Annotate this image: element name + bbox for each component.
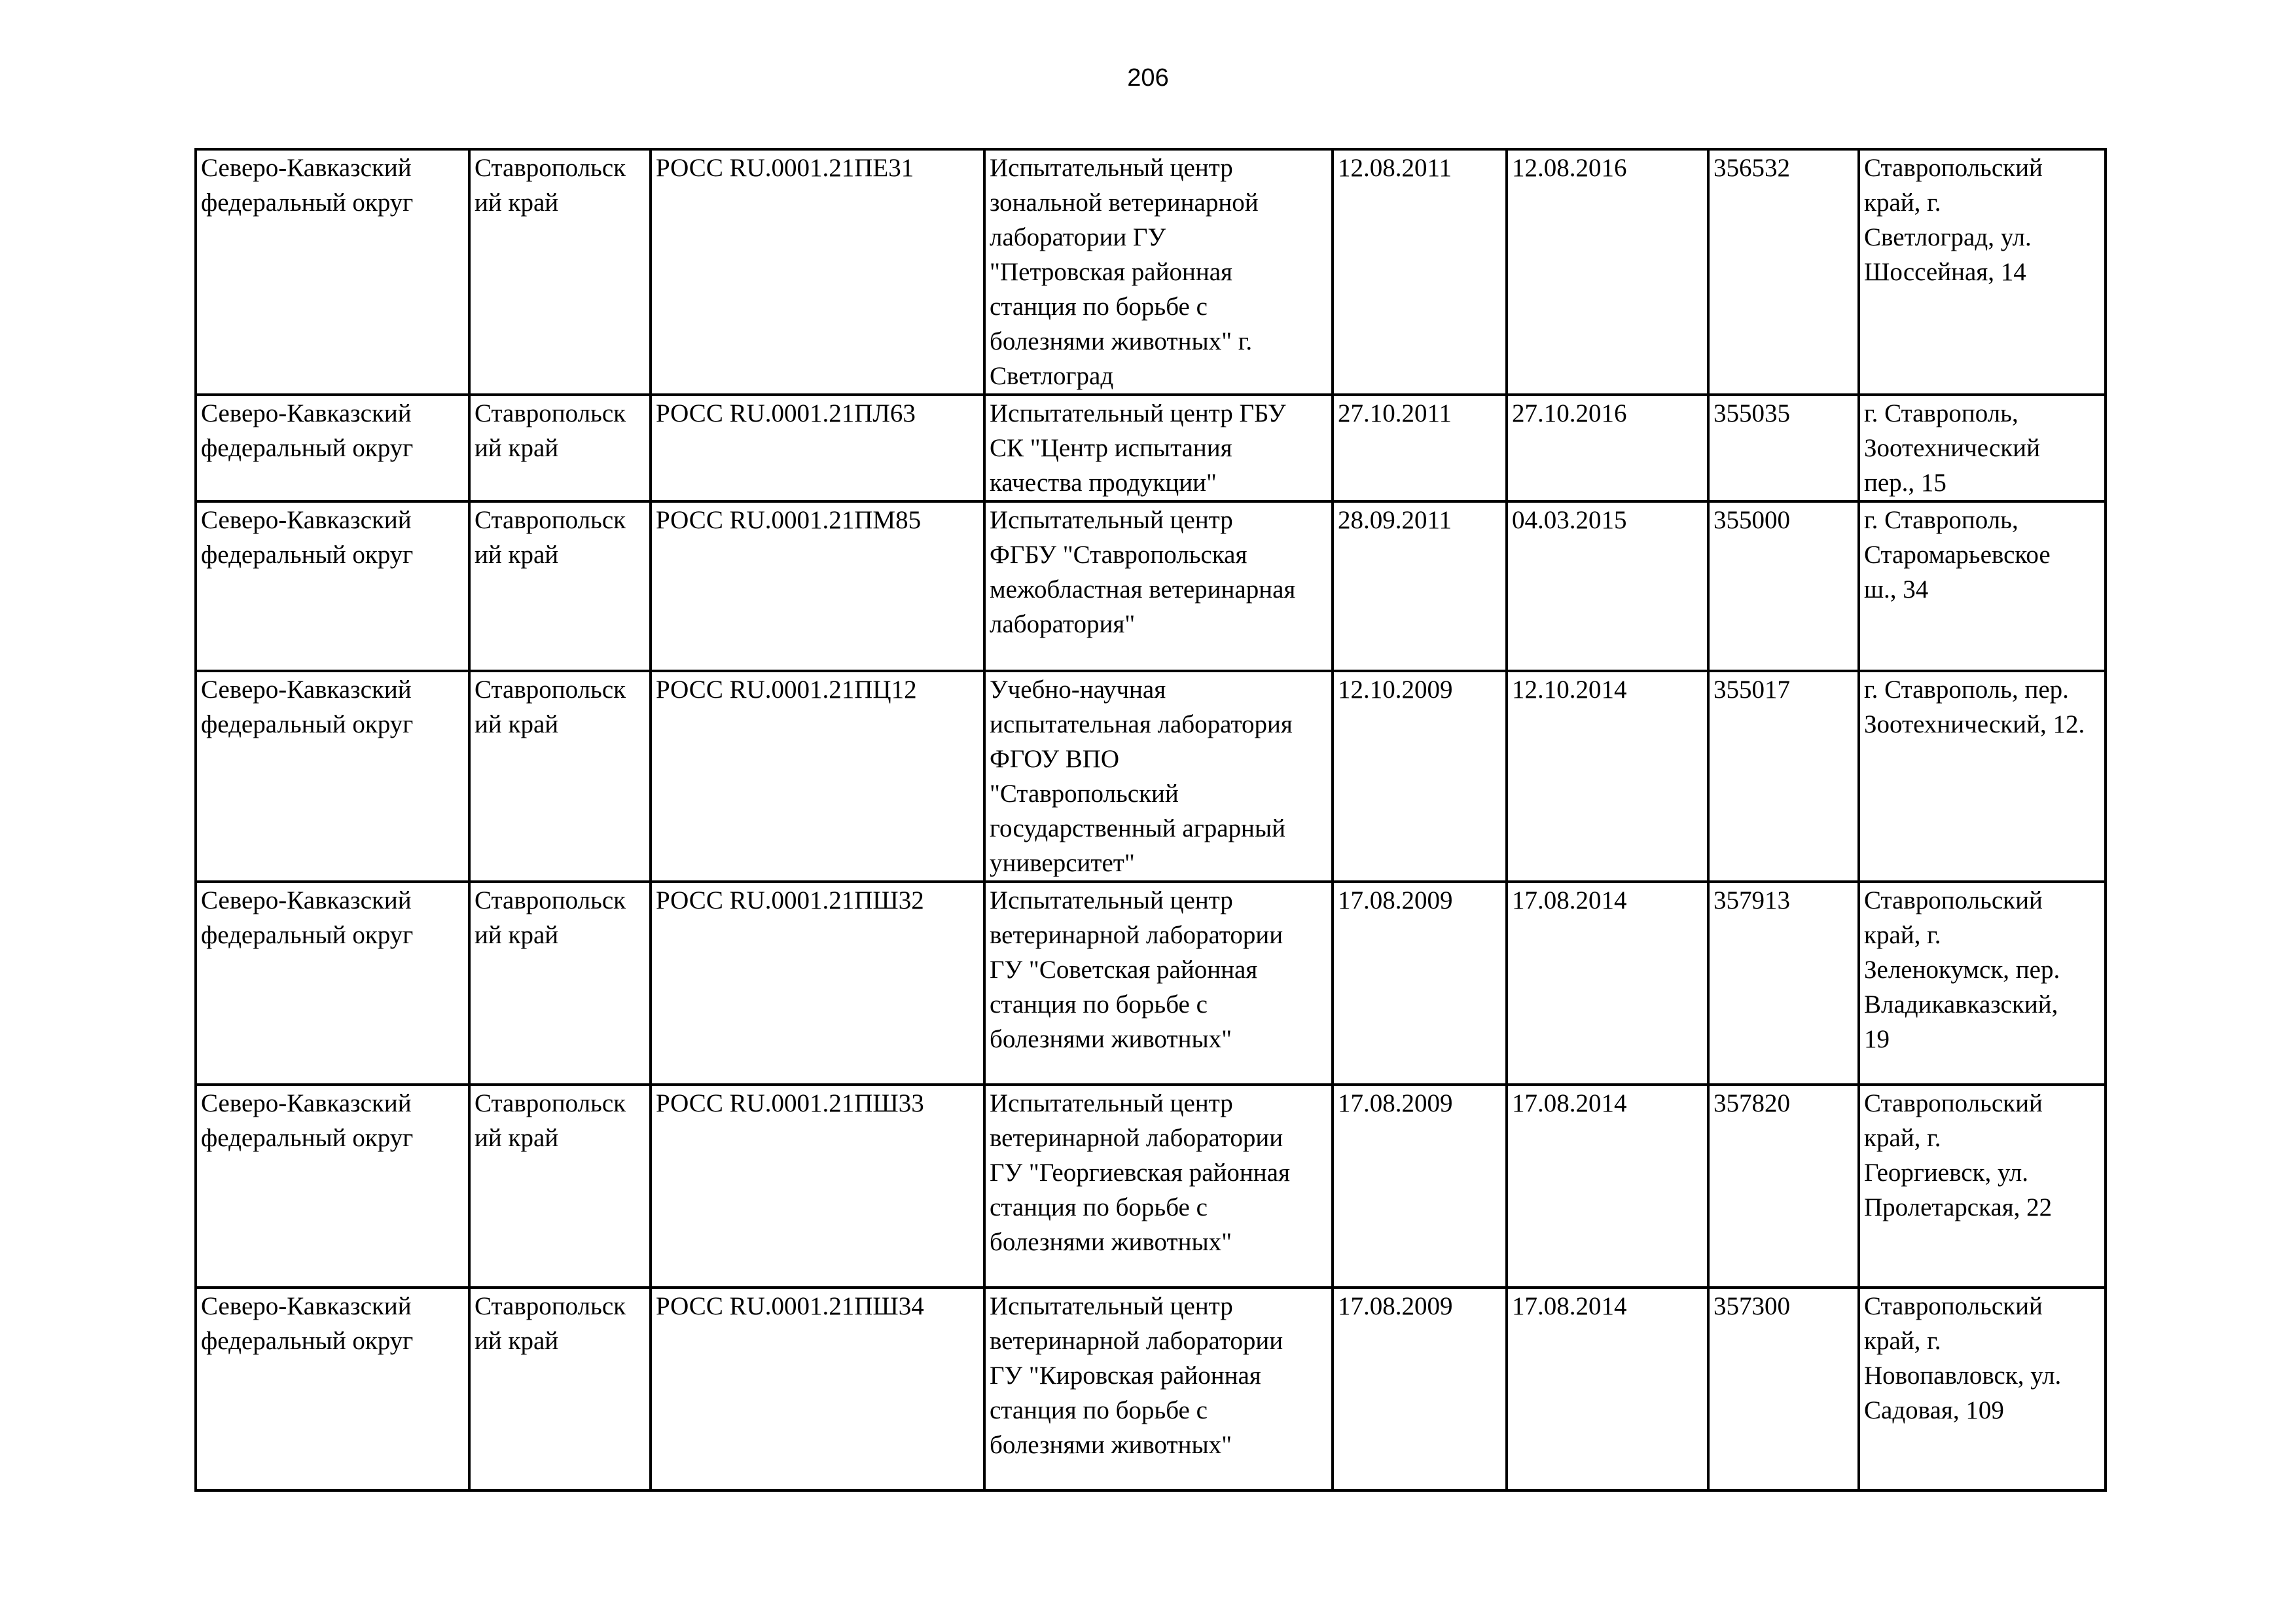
- district-cell: Северо-Кавказский федеральный округ: [196, 671, 469, 882]
- region-cell: Ставропольск ий край: [469, 671, 651, 882]
- date-issued-cell: 17.08.2009: [1333, 1085, 1507, 1288]
- accreditation-number-cell: РОСС RU.0001.21ПШ33: [651, 1085, 984, 1288]
- accreditation-number-cell: РОСС RU.0001.21ПЦ12: [651, 671, 984, 882]
- postal-code-cell: 357913: [1708, 882, 1859, 1085]
- table-row: [196, 501, 2106, 671]
- district-cell: Северо-Кавказский федеральный округ: [196, 1085, 469, 1288]
- postal-code-cell: 355000: [1708, 501, 1859, 671]
- address-cell: Ставропольский край, г. Новопавловск, ул. Садовая, 109: [1859, 1288, 2106, 1490]
- accreditation-number-cell: РОСС RU.0001.21ПЛ63: [651, 395, 984, 501]
- table-row: [196, 1085, 2106, 1288]
- page-number: 206: [1127, 64, 1169, 92]
- address-cell: Ставропольский край, г. Светлоград, ул. Шоссейная, 14: [1859, 149, 2106, 395]
- accreditation-number-cell: РОСС RU.0001.21ПЕ31: [651, 149, 984, 395]
- accreditation-number-cell: РОСС RU.0001.21ПШ34: [651, 1288, 984, 1490]
- region-cell: Ставропольск ий край: [469, 501, 651, 671]
- date-issued-cell: 17.08.2009: [1333, 1288, 1507, 1490]
- accreditation-number-cell: РОСС RU.0001.21ПШ32: [651, 882, 984, 1085]
- address-cell: Ставропольский край, г. Зеленокумск, пер. Владикавказский, 19: [1859, 882, 2106, 1085]
- postal-code-cell: 357300: [1708, 1288, 1859, 1490]
- address-cell: г. Ставрополь, пер. Зоотехнический, 12.: [1859, 671, 2106, 882]
- district-cell: Северо-Кавказский федеральный округ: [196, 501, 469, 671]
- postal-code-cell: 355035: [1708, 395, 1859, 501]
- region-cell: Ставропольск ий край: [469, 395, 651, 501]
- postal-code-cell: 357820: [1708, 1085, 1859, 1288]
- date-valid-until-cell: 17.08.2014: [1507, 882, 1708, 1085]
- organization-cell: Испытательный центр зональной ветеринарной лаборатории ГУ "Петровская районная станция по борьбе с болезнями животных" г. Светлоград: [984, 149, 1333, 395]
- organization-cell: Учебно-научная испытательная лаборатория ФГОУ ВПО "Ставропольский государственный аграрный университет": [984, 671, 1333, 882]
- address-cell: Ставропольский край, г. Георгиевск, ул. Пролетарская, 22: [1859, 1085, 2106, 1288]
- date-valid-until-cell: 04.03.2015: [1507, 501, 1708, 671]
- organization-cell: Испытательный центр ветеринарной лаборатории ГУ "Советская районная станция по борьбе с болезнями животных": [984, 882, 1333, 1085]
- date-valid-until-cell: 12.10.2014: [1507, 671, 1708, 882]
- date-issued-cell: 28.09.2011: [1333, 501, 1507, 671]
- table-row: [196, 882, 2106, 1085]
- address-cell: г. Ставрополь, Зоотехнический пер., 15: [1859, 395, 2106, 501]
- date-issued-cell: 12.10.2009: [1333, 671, 1507, 882]
- table-row: [196, 671, 2106, 882]
- district-cell: Северо-Кавказский федеральный округ: [196, 149, 469, 395]
- date-valid-until-cell: 17.08.2014: [1507, 1085, 1708, 1288]
- accreditation-number-cell: РОСС RU.0001.21ПМ85: [651, 501, 984, 671]
- table-row: [196, 1288, 2106, 1490]
- table-row: [196, 149, 2106, 395]
- organization-cell: Испытательный центр ГБУ СК "Центр испытания качества продукции": [984, 395, 1333, 501]
- date-issued-cell: 12.08.2011: [1333, 149, 1507, 395]
- date-issued-cell: 17.08.2009: [1333, 882, 1507, 1085]
- region-cell: Ставропольск ий край: [469, 1288, 651, 1490]
- district-cell: Северо-Кавказский федеральный округ: [196, 1288, 469, 1490]
- organization-cell: Испытательный центр ветеринарной лаборатории ГУ "Кировская районная станция по борьбе с болезнями животных": [984, 1288, 1333, 1490]
- region-cell: Ставропольск ий край: [469, 149, 651, 395]
- postal-code-cell: 355017: [1708, 671, 1859, 882]
- district-cell: Северо-Кавказский федеральный округ: [196, 882, 469, 1085]
- date-valid-until-cell: 27.10.2016: [1507, 395, 1708, 501]
- district-cell: Северо-Кавказский федеральный округ: [196, 395, 469, 501]
- laboratory-registry-table: [194, 148, 2107, 1492]
- date-valid-until-cell: 12.08.2016: [1507, 149, 1708, 395]
- region-cell: Ставропольск ий край: [469, 1085, 651, 1288]
- postal-code-cell: 356532: [1708, 149, 1859, 395]
- organization-cell: Испытательный центр ветеринарной лаборатории ГУ "Георгиевская районная станция по борьбе с болезнями животных": [984, 1085, 1333, 1288]
- organization-cell: Испытательный центр ФГБУ "Ставропольская межобластная ветеринарная лаборатория": [984, 501, 1333, 671]
- date-valid-until-cell: 17.08.2014: [1507, 1288, 1708, 1490]
- region-cell: Ставропольск ий край: [469, 882, 651, 1085]
- table-row: [196, 395, 2106, 501]
- address-cell: г. Ставрополь, Старомарьевское ш., 34: [1859, 501, 2106, 671]
- date-issued-cell: 27.10.2011: [1333, 395, 1507, 501]
